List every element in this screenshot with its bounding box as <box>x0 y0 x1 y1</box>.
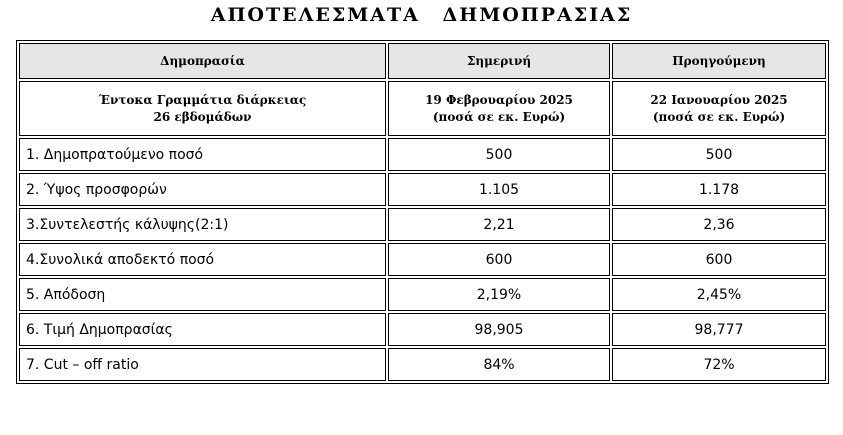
table-row <box>19 208 826 241</box>
row-previous-value: 500 <box>612 138 826 171</box>
table-row <box>19 313 826 346</box>
header-previous: Προηγούμενη <box>612 43 826 79</box>
row-current-value: 2,19% <box>388 278 610 311</box>
subheader-previous <box>612 81 826 136</box>
row-label: 4.Συνολικά αποδεκτό ποσό <box>19 243 386 276</box>
subheader-current-unit: (ποσά σε εκ. Ευρώ) <box>432 109 566 124</box>
header-current: Σημερινή <box>388 43 610 79</box>
subheader-row <box>19 81 826 136</box>
row-current-value: 98,905 <box>388 313 610 346</box>
table-row <box>19 243 826 276</box>
page-title: ΑΠΟΤΕΛΕΣΜΑΤΑ ΔΗΜΟΠΡΑΣΙΑΣ <box>210 4 633 26</box>
row-label: 3.Συντελεστής κάλυψης(2:1) <box>19 208 386 241</box>
row-previous-value: 600 <box>612 243 826 276</box>
table-row <box>19 138 826 171</box>
subheader-previous-unit: (ποσά σε εκ. Ευρώ) <box>652 109 786 124</box>
row-previous-value: 2,45% <box>612 278 826 311</box>
row-label: 1. Δημοπρατούμενο ποσό <box>19 138 386 171</box>
subheader-current-date: 19 Φεβρουαρίου 2025 <box>425 92 573 107</box>
subheader-auction <box>19 81 386 136</box>
row-label: 7. Cut – off ratio <box>19 348 386 381</box>
subheader-previous-date: 22 Ιανουαρίου 2025 <box>650 92 788 107</box>
subheader-auction-line: Έντοκα Γραμμάτια διάρκειας <box>98 92 307 107</box>
header-auction: Δημοπρασία <box>19 43 386 79</box>
row-label: 2. Ύψος προσφορών <box>19 173 386 206</box>
row-current-value: 500 <box>388 138 610 171</box>
row-current-value: 2,21 <box>388 208 610 241</box>
subheader-current <box>388 81 610 136</box>
row-previous-value: 72% <box>612 348 826 381</box>
table-row <box>19 278 826 311</box>
subheader-auction-line: 26 εβδομάδων <box>153 109 252 124</box>
auction-results-table <box>16 40 829 384</box>
row-current-value: 600 <box>388 243 610 276</box>
row-label: 5. Απόδοση <box>19 278 386 311</box>
row-previous-value: 98,777 <box>612 313 826 346</box>
table-row <box>19 348 826 381</box>
row-previous-value: 1.178 <box>612 173 826 206</box>
table-row <box>19 173 826 206</box>
row-label: 6. Τιμή Δημοπρασίας <box>19 313 386 346</box>
header-row <box>19 43 826 79</box>
row-current-value: 84% <box>388 348 610 381</box>
row-current-value: 1.105 <box>388 173 610 206</box>
row-previous-value: 2,36 <box>612 208 826 241</box>
